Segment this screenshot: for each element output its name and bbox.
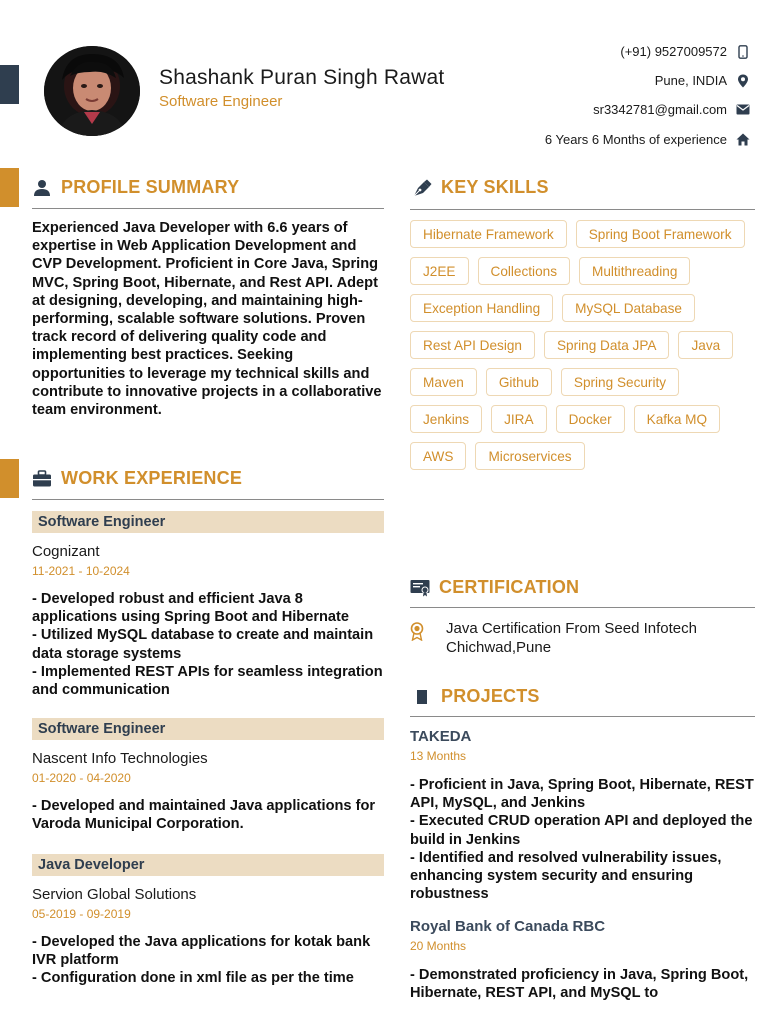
divider	[410, 607, 755, 608]
skill-chip: Maven	[410, 368, 477, 396]
contact-experience	[390, 132, 750, 147]
job-company: Servion Global Solutions	[32, 886, 197, 903]
job-title: Software Engineer	[32, 511, 384, 533]
skill-chip: J2EE	[410, 257, 469, 285]
location-pin-icon	[736, 74, 750, 88]
skill-chip: Hibernate Framework	[410, 220, 567, 248]
divider	[410, 209, 755, 210]
email-text: sr3342781@gmail.com	[593, 102, 727, 117]
medal-icon	[410, 622, 426, 642]
certification-title: CERTIFICATION	[439, 577, 580, 597]
skills-list	[410, 220, 760, 470]
job-company: Nascent Info Technologies	[32, 750, 208, 767]
project-entry	[410, 918, 760, 1002]
contact-email	[390, 102, 750, 117]
side-tab-profile	[0, 168, 19, 207]
project-entry	[410, 728, 760, 903]
projects-title: PROJECTS	[441, 686, 540, 706]
side-tab-work	[0, 459, 19, 498]
skill-chip: Spring Boot Framework	[576, 220, 745, 248]
job-company: Cognizant	[32, 543, 100, 560]
divider	[32, 208, 384, 209]
job-bullet: - Utilized MySQL database to create and maintain data storage systems	[32, 627, 374, 662]
job-bullet: - Developed the Java applications for kotak bank IVR platform	[32, 934, 371, 969]
envelope-icon	[736, 103, 750, 117]
project-name: Royal Bank of Canada RBC	[410, 918, 606, 935]
experience-text: 6 Years 6 Months of experience	[544, 132, 727, 147]
job-title: Software Engineer	[32, 718, 384, 740]
project-duration: 20 Months	[410, 939, 467, 953]
job-bullet: - Implemented REST APIs for seamless integration and communication	[32, 663, 383, 699]
work-experience-heading	[32, 468, 242, 489]
job-bullets	[32, 797, 384, 833]
person-icon	[32, 178, 52, 198]
job-entry	[32, 511, 384, 699]
side-tab-header	[0, 65, 19, 104]
projects-heading	[412, 686, 540, 707]
job-dates: 11-2021 - 10-2024	[32, 564, 130, 578]
job-entry	[32, 854, 384, 988]
contact-phone	[390, 44, 750, 59]
job-bullets	[32, 933, 384, 988]
skill-chip: AWS	[410, 442, 466, 470]
profile-summary-heading	[32, 177, 239, 198]
job-bullet: - Developed and maintained Java applications for Varoda Municipal Corporation.	[32, 798, 376, 833]
project-duration: 13 Months	[410, 749, 467, 763]
skill-chip: MySQL Database	[562, 294, 695, 322]
certificate-icon	[410, 578, 430, 598]
job-dates: 05-2019 - 09-2019	[32, 907, 131, 921]
project-bullet: - Proficient in Java, Spring Boot, Hibernate, REST API, MySQL, and Jenkins	[410, 777, 754, 812]
skill-chip: Multithreading	[579, 257, 690, 285]
job-bullet: - Developed robust and efficient Java 8 applications using Spring Boot and Hibernate	[32, 591, 350, 626]
skill-chip: Exception Handling	[410, 294, 553, 322]
project-bullets	[410, 776, 760, 903]
phone-text: (+91) 9527009572	[620, 44, 727, 59]
project-name: TAKEDA	[410, 728, 472, 745]
skill-chip: Java	[678, 331, 733, 359]
skill-chip: JIRA	[491, 405, 546, 433]
skill-chip: Kafka MQ	[634, 405, 720, 433]
work-experience-title: WORK EXPERIENCE	[61, 468, 243, 488]
certification-heading	[410, 577, 579, 598]
certification-text: Java Certification From Seed Infotech Chichwad,Pune	[446, 620, 697, 656]
skill-chip: Collections	[478, 257, 571, 285]
bookmark-icon	[412, 687, 432, 707]
skill-chip: Jenkins	[410, 405, 482, 433]
job-title: Java Developer	[32, 854, 384, 876]
job-dates: 01-2020 - 04-2020	[32, 771, 131, 785]
skill-chip: Docker	[556, 405, 625, 433]
pen-icon	[412, 178, 432, 198]
phone-icon	[736, 45, 750, 59]
divider	[32, 499, 384, 500]
project-bullet: - Demonstrated proficiency in Java, Spring Boot, Hibernate, REST API, and MySQL to	[410, 967, 749, 1002]
candidate-name: Shashank Puran Singh Rawat	[159, 66, 445, 89]
key-skills-title: KEY SKILLS	[441, 177, 549, 197]
home-icon	[736, 133, 750, 147]
profile-summary-title: PROFILE SUMMARY	[61, 177, 240, 197]
avatar	[44, 46, 140, 136]
project-bullet: - Executed CRUD operation API and deployed the build in Jenkins	[410, 813, 753, 848]
project-bullets	[410, 966, 760, 1002]
skill-chip: Github	[486, 368, 552, 396]
briefcase-icon	[32, 469, 52, 489]
job-bullets	[32, 590, 384, 699]
candidate-role: Software Engineer	[159, 93, 283, 110]
job-bullet: - Configuration done in xml file as per the time	[32, 970, 354, 987]
key-skills-heading	[412, 177, 549, 198]
certification-item	[410, 620, 760, 657]
contact-location	[390, 73, 750, 88]
skill-chip: Microservices	[475, 442, 584, 470]
project-bullet: - Identified and resolved vulnerability issues, enhancing system security and ensuring robustness	[410, 849, 722, 903]
skill-chip: Spring Security	[561, 368, 679, 396]
profile-summary-text: Experienced Java Developer with 6.6 years of expertise in Web Application Development and CVP Development. Proficient in Core Java, Spring MVC, Spring Boot, Hibernate, and Rest API. Adept at designing, developing, and maintaining high-performing, scalable software solutions. Proven track record of delivering quality code and implementing best practices. Seeking opportunities to leverage my technical skills and contribute to innovative projects in a collaborative team environment.	[32, 220, 382, 419]
job-entry	[32, 718, 384, 833]
divider	[410, 716, 755, 717]
skill-chip: Spring Data JPA	[544, 331, 669, 359]
skill-chip: Rest API Design	[410, 331, 535, 359]
location-text: Pune, INDIA	[654, 73, 727, 88]
